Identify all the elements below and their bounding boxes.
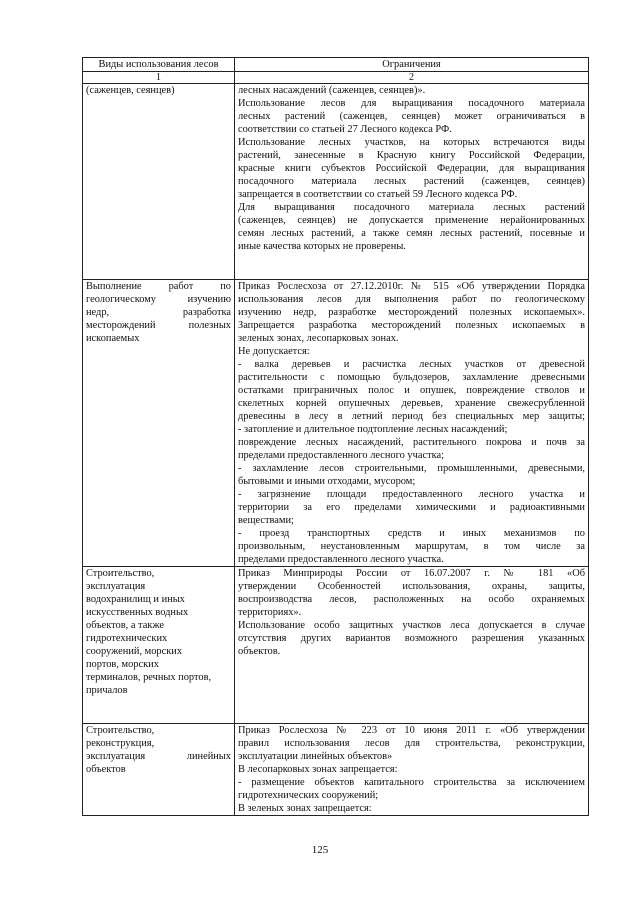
forest-use-line: искусственных водных [86,607,189,618]
restriction-line: красные книги субъектов Российской Федерации, для выращивания [238,163,585,174]
table-row [83,84,589,280]
forest-use-cell [83,567,235,724]
restriction-line: гидротехнических сооружений; [238,790,379,801]
forest-use-line: портов, морских [86,659,159,670]
restriction-line: - загрязнение площади предоставленного лесного участка и [238,489,585,500]
restriction-line: изучению недр, разработке месторождений полезных ископаемых». [238,307,585,318]
forest-use-line: сооружений, морских [86,646,183,657]
restriction-line: скелетных корней опушечных деревьев, хранение свежесрубленной [238,398,585,409]
forest-use-line: Строительство, [86,725,155,736]
column-number-row [83,72,589,84]
restriction-line: утверждении Особенностей использования, охраны, защиты, [238,581,585,592]
restriction-line: остатками приграничных полос и опушек, повреждение стволов и [238,385,585,396]
restriction-line: Использование особо защитных участков леса допускается в случае [238,620,585,631]
forest-use-line: эксплуатация линейных [86,751,231,762]
restriction-line: использования лесов для выполнения работ по геологическому [238,294,585,305]
restriction-line: Использование лесных участков, на которых встречаются виды [238,137,585,148]
restriction-line: семян лесных растений, а также семян лесных растений, посевные и [238,228,585,239]
table-row [83,724,589,816]
restriction-line: Использование лесов для выращивания посадочного материала [238,98,585,109]
header-forest-use: Виды использования лесов [83,58,235,72]
restrictions-cell [235,724,589,816]
restriction-line: веществами; [238,515,294,526]
forest-use-line: ископаемых [86,333,140,344]
restrictions-cell [235,84,589,280]
restriction-line: Приказ Рослесхоза № 223 от 10 июня 2011 г. «Об утверждении [238,725,585,736]
page-number: 125 [311,844,329,856]
forest-use-line: объектов, а также [86,620,165,631]
restriction-line: - валка деревьев и расчистка лесных участков от древесной [238,359,585,370]
restriction-line: В лесопарковых зонах запрещается: [238,764,398,775]
forest-use-line: недр, разработка [86,307,231,318]
restriction-line: соответствии со статьей 27 Лесного кодекса РФ. [238,124,452,135]
restriction-line: иные качества которых не проверены. [238,241,406,252]
forest-use-line: реконструкция, [86,738,155,749]
forest-use-line: терминалов, речных портов, [86,672,212,683]
restriction-line: Приказ Рослесхоза от 27.12.2010г. № 515 «Об утверждении Порядка [238,281,585,292]
forest-use-line: объектов [86,764,126,775]
forest-use-line: Выполнение работ по [86,281,231,292]
restriction-line: - размещение объектов капитального строительства за исключением [238,777,585,788]
restriction-line: пределами предоставленного лесного участка. [238,554,444,565]
restriction-line: произвольным, неустановленным маршрутам, в том числе за [238,541,585,552]
table-row [83,567,589,724]
column-number-1: 1 [83,72,235,84]
restriction-line: эксплуатации линейных объектов» [238,751,393,762]
restriction-line: Запрещается разработка месторождений полезных ископаемых в [238,320,585,331]
restriction-line: пределами предоставленного лесного участка; [238,450,444,461]
forest-use-line: причалов [86,685,128,696]
column-number-2: 2 [235,72,589,84]
restriction-line: Для выращивания посадочного материала лесных растений [238,202,585,213]
forest-use-cell [83,724,235,816]
table-row [83,280,589,567]
restriction-line: (саженцев, сеянцев) не допускается применение нерайонированных [238,215,585,226]
restriction-line: зеленых зонах, лесопарковых зонах. [238,333,399,344]
header-restrictions: Ограничения [235,58,589,72]
restriction-line: лесных насаждений (саженцев, сеянцев)». [238,85,426,96]
forest-use-cell [83,280,235,567]
forest-use-line: геологическому изучению [86,294,231,305]
restriction-line: территории за его пределами химическими и радиоактивными [238,502,585,513]
restriction-line: - проезд транспортных средств и иных механизмов по [238,528,585,539]
restriction-line: воспроизводства лесов, расположенных на особо охраняемых [238,594,585,605]
restriction-line: правил использования лесов для строительства, реконструкции, [238,738,585,749]
forest-use-line: водохранилищ и иных [86,594,185,605]
restriction-line: В зеленых зонах запрещается: [238,803,372,814]
restriction-line: лесных растений (саженцев, сеянцев) может ограничиваться в [238,111,585,122]
restriction-line: отсутствия других вариантов возможного разрешения указанных [238,633,585,644]
table-header-row [83,58,589,72]
restriction-line: посадочного материала лесных растений (саженцев, сеянцев) [238,176,585,187]
restriction-line: растительности с помощью бульдозеров, захламление древесными [238,372,585,383]
restriction-line: Приказ Минприроды России от 16.07.2007 г. № 181 «Об [238,568,585,579]
restrictions-table [82,57,589,816]
forest-use-line: (саженцев, сеянцев) [86,85,175,96]
forest-use-line: эксплуатация [86,581,146,592]
forest-use-cell [83,84,235,280]
restriction-line: территориях». [238,607,302,618]
restriction-line: - затопление и длительное подтопление лесных насаждений; [238,424,508,435]
restriction-line: - захламление лесов строительными, промышленными, древесными, [238,463,585,474]
restriction-line: Не допускается: [238,346,310,357]
forest-use-line: месторождений полезных [86,320,231,331]
restrictions-cell [235,280,589,567]
restriction-line: запрещается в соответствии со статьей 59 Лесного кодекса РФ. [238,189,518,200]
restriction-line: растений, занесенные в Красную книгу Российской Федерации, [238,150,585,161]
restriction-line: древесины в лесу в летний период без специальных мер защиты; [238,411,585,422]
restriction-line: повреждение лесных насаждений, растительного покрова и почв за [238,437,585,448]
forest-use-line: Строительство, [86,568,155,579]
restrictions-cell [235,567,589,724]
forest-use-line: гидротехнических [86,633,168,644]
restriction-line: бытовыми и иными отходами, мусором; [238,476,416,487]
restriction-line: объектов. [238,646,281,657]
